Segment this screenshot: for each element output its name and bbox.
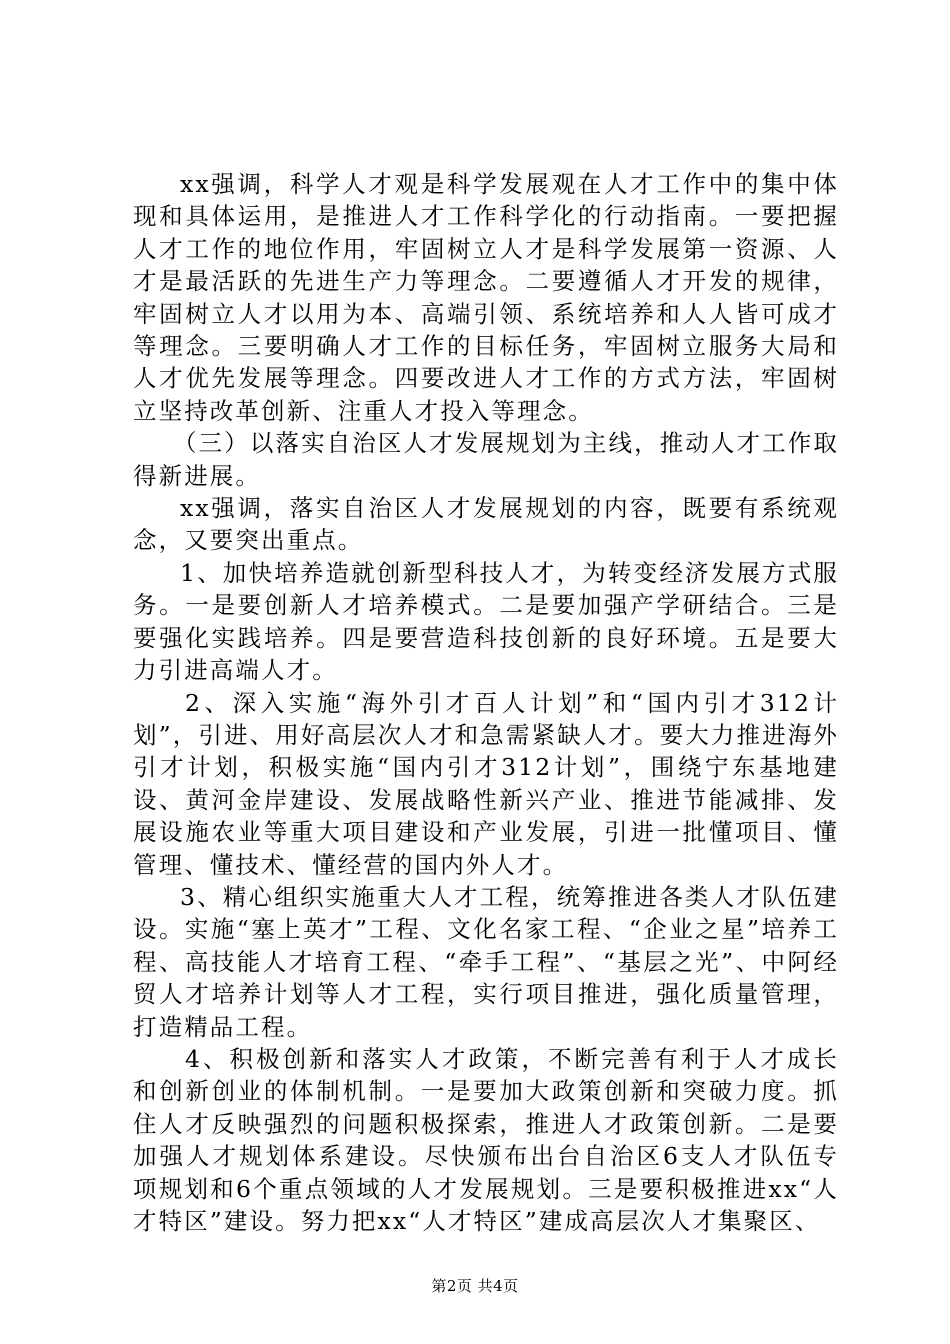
page-number-footer: 第2页 共4页 [431, 1277, 519, 1295]
document-body [133, 168, 839, 1237]
list-item-2: 2、深入实施“海外引才百人计划”和“国内引才312计划”，引进、用好高层次人才和急需紧缺人才。要大力推进海外引才计划，积极实施“国内引才312计划”，围绕宁东基地建设、黄河金岸建设、发展战略性新兴产业、推进节能减排、发展设施农业等重大项目建设和产业发展，引进一批懂项目、懂管理、懂技术、懂经营的国内外人才。 [133, 688, 839, 879]
paragraph-scientific-talent-view: xx强调，科学人才观是科学发展观在人才工作中的集中体现和具体运用，是推进人才工作科学化的行动指南。一要把握人才工作的地位作用，牢固树立人才是科学发展第一资源、人才是最活跃的先进生产力等理念。二要遵循人才开发的规律，牢固树立人才以用为本、高端引领、系统培养和人人皆可成才等理念。三要明确人才工作的目标任务，牢固树立服务大局和人才优先发展等理念。四要改进人才工作的方式方法，牢固树立坚持改革创新、注重人才投入等理念。 [133, 170, 839, 425]
section-heading-three: （三）以落实自治区人才发展规划为主线，推动人才工作取得新进展。 [133, 429, 839, 490]
list-item-3: 3、精心组织实施重大人才工程，统筹推进各类人才队伍建设。实施“塞上英才”工程、文化名家工程、“企业之星”培养工程、高技能人才培育工程、“牵手工程”、“基层之光”、中阿经贸人才培养计划等人才工程，实行项目推进，强化质量管理，打造精品工程。 [133, 882, 839, 1041]
paragraph-planning-content: xx强调，落实自治区人才发展规划的内容，既要有系统观念，又要突出重点。 [133, 494, 839, 555]
list-item-4: 4、积极创新和落实人才政策，不断完善有利于人才成长和创新创业的体制机制。一是要加大政策创新和突破力度。抓住人才反映强烈的问题积极探索，推进人才政策创新。二是要加强人才规划体系建设。尽快颁布出台自治区6支人才队伍专项规划和6个重点领域的人才发展规划。三是要积极推进xx“人才特区”建设。努力把xx“人才特区”建成高层次人才集聚区、 [133, 1044, 839, 1235]
list-item-1: 1、加快培养造就创新型科技人才，为转变经济发展方式服务。一是要创新人才培养模式。二是要加强产学研结合。三是要强化实践培养。四是要营造科技创新的良好环境。五是要大力引进高端人才。 [133, 558, 839, 685]
